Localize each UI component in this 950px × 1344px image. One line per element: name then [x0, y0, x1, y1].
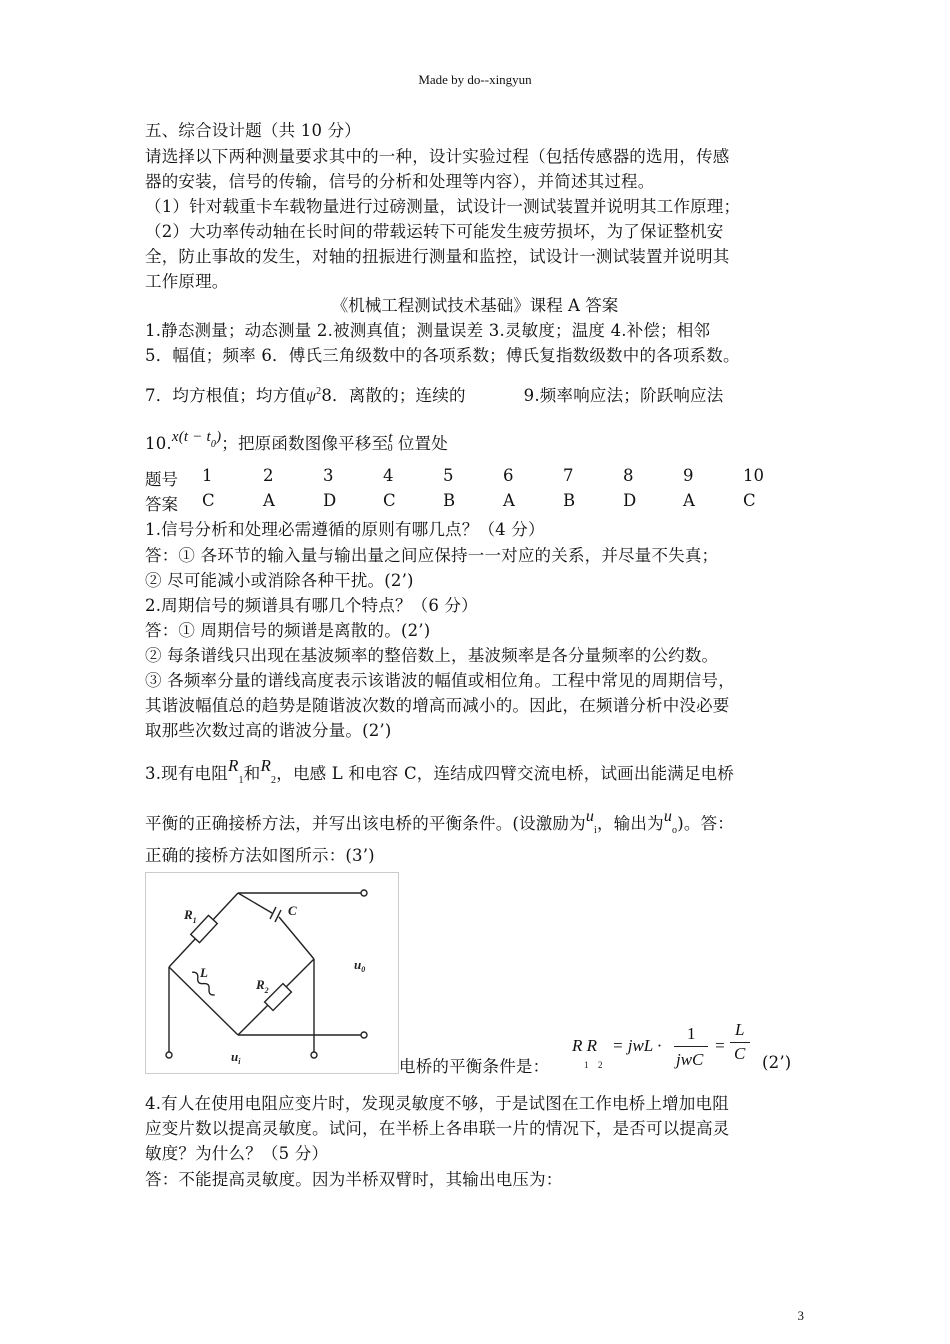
- answer-1-line: 答：① 各环节的输入量与输出量之间应保持一一对应的关系，并尽量不失真；: [145, 546, 719, 565]
- choice-number: 9: [683, 466, 694, 485]
- choice-answer: A: [503, 491, 515, 510]
- question-4-line: 应变片数以提高灵敏度。试问，在半桥上各串联一片的情况下，是否可以提高灵: [145, 1119, 730, 1138]
- choice-number: 10: [743, 466, 764, 485]
- page-header: Made by do--xingyun: [418, 72, 532, 87]
- question-2: 2.周期信号的频谱具有哪几个特点？（6 分）: [145, 596, 478, 615]
- svg-text:R2: [255, 977, 269, 995]
- formula-den1: jwC: [676, 1050, 704, 1069]
- answer-2-line: 其谐波幅值总的趋势是随谐波次数的增高而减小的。因此，在频谱分析中没必要: [145, 696, 730, 715]
- question-4-line: 敏度？为什么？（5 分）: [145, 1144, 329, 1163]
- formula-x-shift-sub: 0: [210, 439, 217, 450]
- question-3-and: 和: [243, 764, 261, 783]
- question-1: 1.信号分析和处理必需遵循的原则有哪几点？（4 分）: [145, 520, 545, 539]
- label-r1-sub: 1: [192, 916, 197, 925]
- formula-x-shift-text: x(t − t: [171, 429, 211, 445]
- section-line: （2）大功率传动轴在长时间的带载运转下可能发生疲劳损坏，为了保证整机安: [145, 222, 724, 241]
- choice-answer: A: [683, 491, 695, 510]
- uo-symbol: u: [663, 808, 673, 825]
- choice-answer: B: [563, 491, 576, 510]
- fraction-bar: [730, 1042, 750, 1043]
- ui-sub: i: [594, 825, 598, 836]
- bridge-circuit-diagram: [146, 873, 398, 1073]
- answer-2-line: ③ 各频率分量的谱线高度表示该谐波的幅值或相位角。工程中常见的周期信号，: [145, 671, 735, 690]
- formula-sub1: 1: [584, 1060, 589, 1070]
- section-line: 全，防止事故的发生，对轴的扭振进行测量和监控，试设计一测试装置并说明其: [145, 247, 730, 266]
- choice-answer: B: [443, 491, 456, 510]
- question-3-text: 平衡的正确接桥方法，并写出该电桥的平衡条件。(设激励为: [145, 814, 586, 833]
- resistor-r1-symbol: R: [227, 756, 239, 775]
- svg-text:u0: [354, 957, 365, 974]
- question-4-line: 4.有人在使用电阻应变片时，发现灵敏度不够，于是试图在工作电桥上增加电阻: [145, 1094, 729, 1113]
- formula-num1: 1: [687, 1024, 696, 1043]
- choice-answer: D: [623, 491, 637, 510]
- fill-answer-10-text: ；把原函数图像平移至: [221, 434, 389, 453]
- fill-answer-9: 9.频率响应法；阶跃响应法: [523, 386, 724, 405]
- choice-table-label: 题号: [145, 470, 178, 489]
- answer-4-line: 答：不能提高灵敏度。因为半桥双臂时，其输出电压为：: [145, 1170, 563, 1189]
- fill-answer-line: 5．幅值；频率 6．傅氏三角级数中的各项系数；傅氏复指数级数中的各项系数。: [145, 346, 740, 365]
- question-3-text: )。答：: [677, 814, 734, 833]
- fill-answer-line-7-9: [145, 382, 724, 406]
- choice-number: 3: [323, 466, 334, 485]
- choice-answer: C: [383, 491, 396, 510]
- question-3-text: 3.现有电阻: [145, 764, 228, 783]
- answer-2-line: ② 每条谱线只出现在基波频率的整倍数上，基波频率是各分量频率的公约数。: [145, 646, 719, 665]
- section-line: 器的安装，信号的传输，信号的分析和处理等内容），并简述其过程。: [145, 172, 655, 191]
- formula-den2: C: [734, 1044, 746, 1063]
- choice-number: 8: [623, 466, 634, 485]
- fill-answer-line-10: [145, 430, 448, 454]
- fill-answer-10-end: 位置处: [397, 434, 448, 453]
- label-c: C: [288, 903, 297, 918]
- section-line: （1）针对载重卡车载物量进行过磅测量，试设计一测试装置并说明其工作原理；: [145, 197, 741, 216]
- svg-text:ui: [231, 1049, 241, 1066]
- label-ui: u: [231, 1049, 239, 1064]
- label-ui-sub: i: [238, 1057, 241, 1066]
- resistor-r2-symbol: R: [260, 756, 272, 775]
- resistor-r2-sub: 2: [271, 775, 277, 786]
- formula-jwl: = jwL ·: [612, 1036, 662, 1055]
- choice-answer: A: [263, 491, 275, 510]
- question-3-line-2: [145, 810, 734, 834]
- svg-text:R1: [183, 907, 197, 925]
- uo-sub: o: [672, 825, 678, 836]
- choice-answer: C: [202, 491, 215, 510]
- choice-number: 1: [202, 466, 213, 485]
- choice-answer: C: [743, 491, 756, 510]
- wire: [238, 893, 272, 913]
- formula-x-shift: [171, 429, 222, 450]
- choice-table-label: 答案: [145, 495, 178, 514]
- terminal: [361, 890, 367, 896]
- label-r1: R: [184, 907, 193, 922]
- choice-number: 7: [563, 466, 574, 485]
- choice-number: 5: [443, 466, 454, 485]
- fill-answer-10-number: 10.: [145, 434, 172, 453]
- formula-t0: t: [388, 430, 393, 446]
- answer-title: 《机械工程测试技术基础》课程 A 答案: [331, 296, 619, 315]
- section-line: 请选择以下两种测量要求其中的一种，设计实验过程（包括传感器的选用，传感: [145, 147, 730, 166]
- balance-score: (2’): [762, 1053, 792, 1072]
- choice-number: 4: [383, 466, 394, 485]
- choice-answer: D: [323, 491, 337, 510]
- fraction-bar: [674, 1046, 708, 1047]
- answer-1-line: ② 尽可能减小或消除各种干扰。(2’): [145, 571, 414, 590]
- bridge-circuit-figure: [145, 872, 399, 1074]
- question-3-text: ，输出为: [597, 814, 664, 833]
- fill-answer-7: 7．均方根值；均方值: [145, 386, 306, 405]
- capacitor-plate: [275, 910, 281, 922]
- wire: [279, 917, 314, 959]
- fill-answer-8: 8．离散的；连续的: [321, 386, 466, 405]
- formula-t0-sub: 0: [387, 443, 393, 454]
- choice-number: 6: [503, 466, 514, 485]
- psi-superscript: 2: [316, 386, 322, 397]
- formula-x-shift-close: ): [216, 429, 222, 445]
- label-l: L: [200, 965, 208, 980]
- answer-2-line: 取那些次数过高的谐波分量。(2’): [145, 721, 392, 740]
- question-3-line-3: 正确的接桥方法如图所示：(3’): [145, 846, 375, 865]
- section-line: 工作原理。: [145, 272, 229, 291]
- page-number: 3: [797, 1308, 804, 1323]
- terminal: [361, 1032, 367, 1038]
- fill-answer-line: 1.静态测量；动态测量 2.被测真值；测量误差 3.灵敏度；温度 4.补偿；相邻: [145, 321, 711, 340]
- balance-condition-label: 电桥的平衡条件是：: [399, 1057, 550, 1076]
- formula-num2: L: [735, 1020, 745, 1039]
- terminal: [311, 1052, 317, 1058]
- question-3-line-1: [145, 756, 735, 786]
- section-heading: 五、综合设计题（共 10 分）: [145, 121, 361, 140]
- label-uo: u: [354, 957, 362, 972]
- label-r2-sub: 2: [264, 986, 269, 995]
- ui-symbol: u: [585, 808, 595, 825]
- formula-sub2: 2: [598, 1060, 603, 1070]
- question-3-text: ，电感 L 和电容 C，连结成四臂交流电桥，试画出能满足电桥: [276, 764, 735, 783]
- terminal: [166, 1052, 172, 1058]
- choice-number: 2: [263, 466, 274, 485]
- resistor-r1-sub: 1: [238, 775, 244, 786]
- psi-symbol: ψ: [306, 388, 317, 405]
- answer-2-line: 答：① 周期信号的频谱是离散的。(2’): [145, 621, 431, 640]
- label-uo-sub: 0: [361, 965, 366, 974]
- label-r2: R: [256, 977, 265, 992]
- formula-r1r2: R R: [572, 1036, 598, 1055]
